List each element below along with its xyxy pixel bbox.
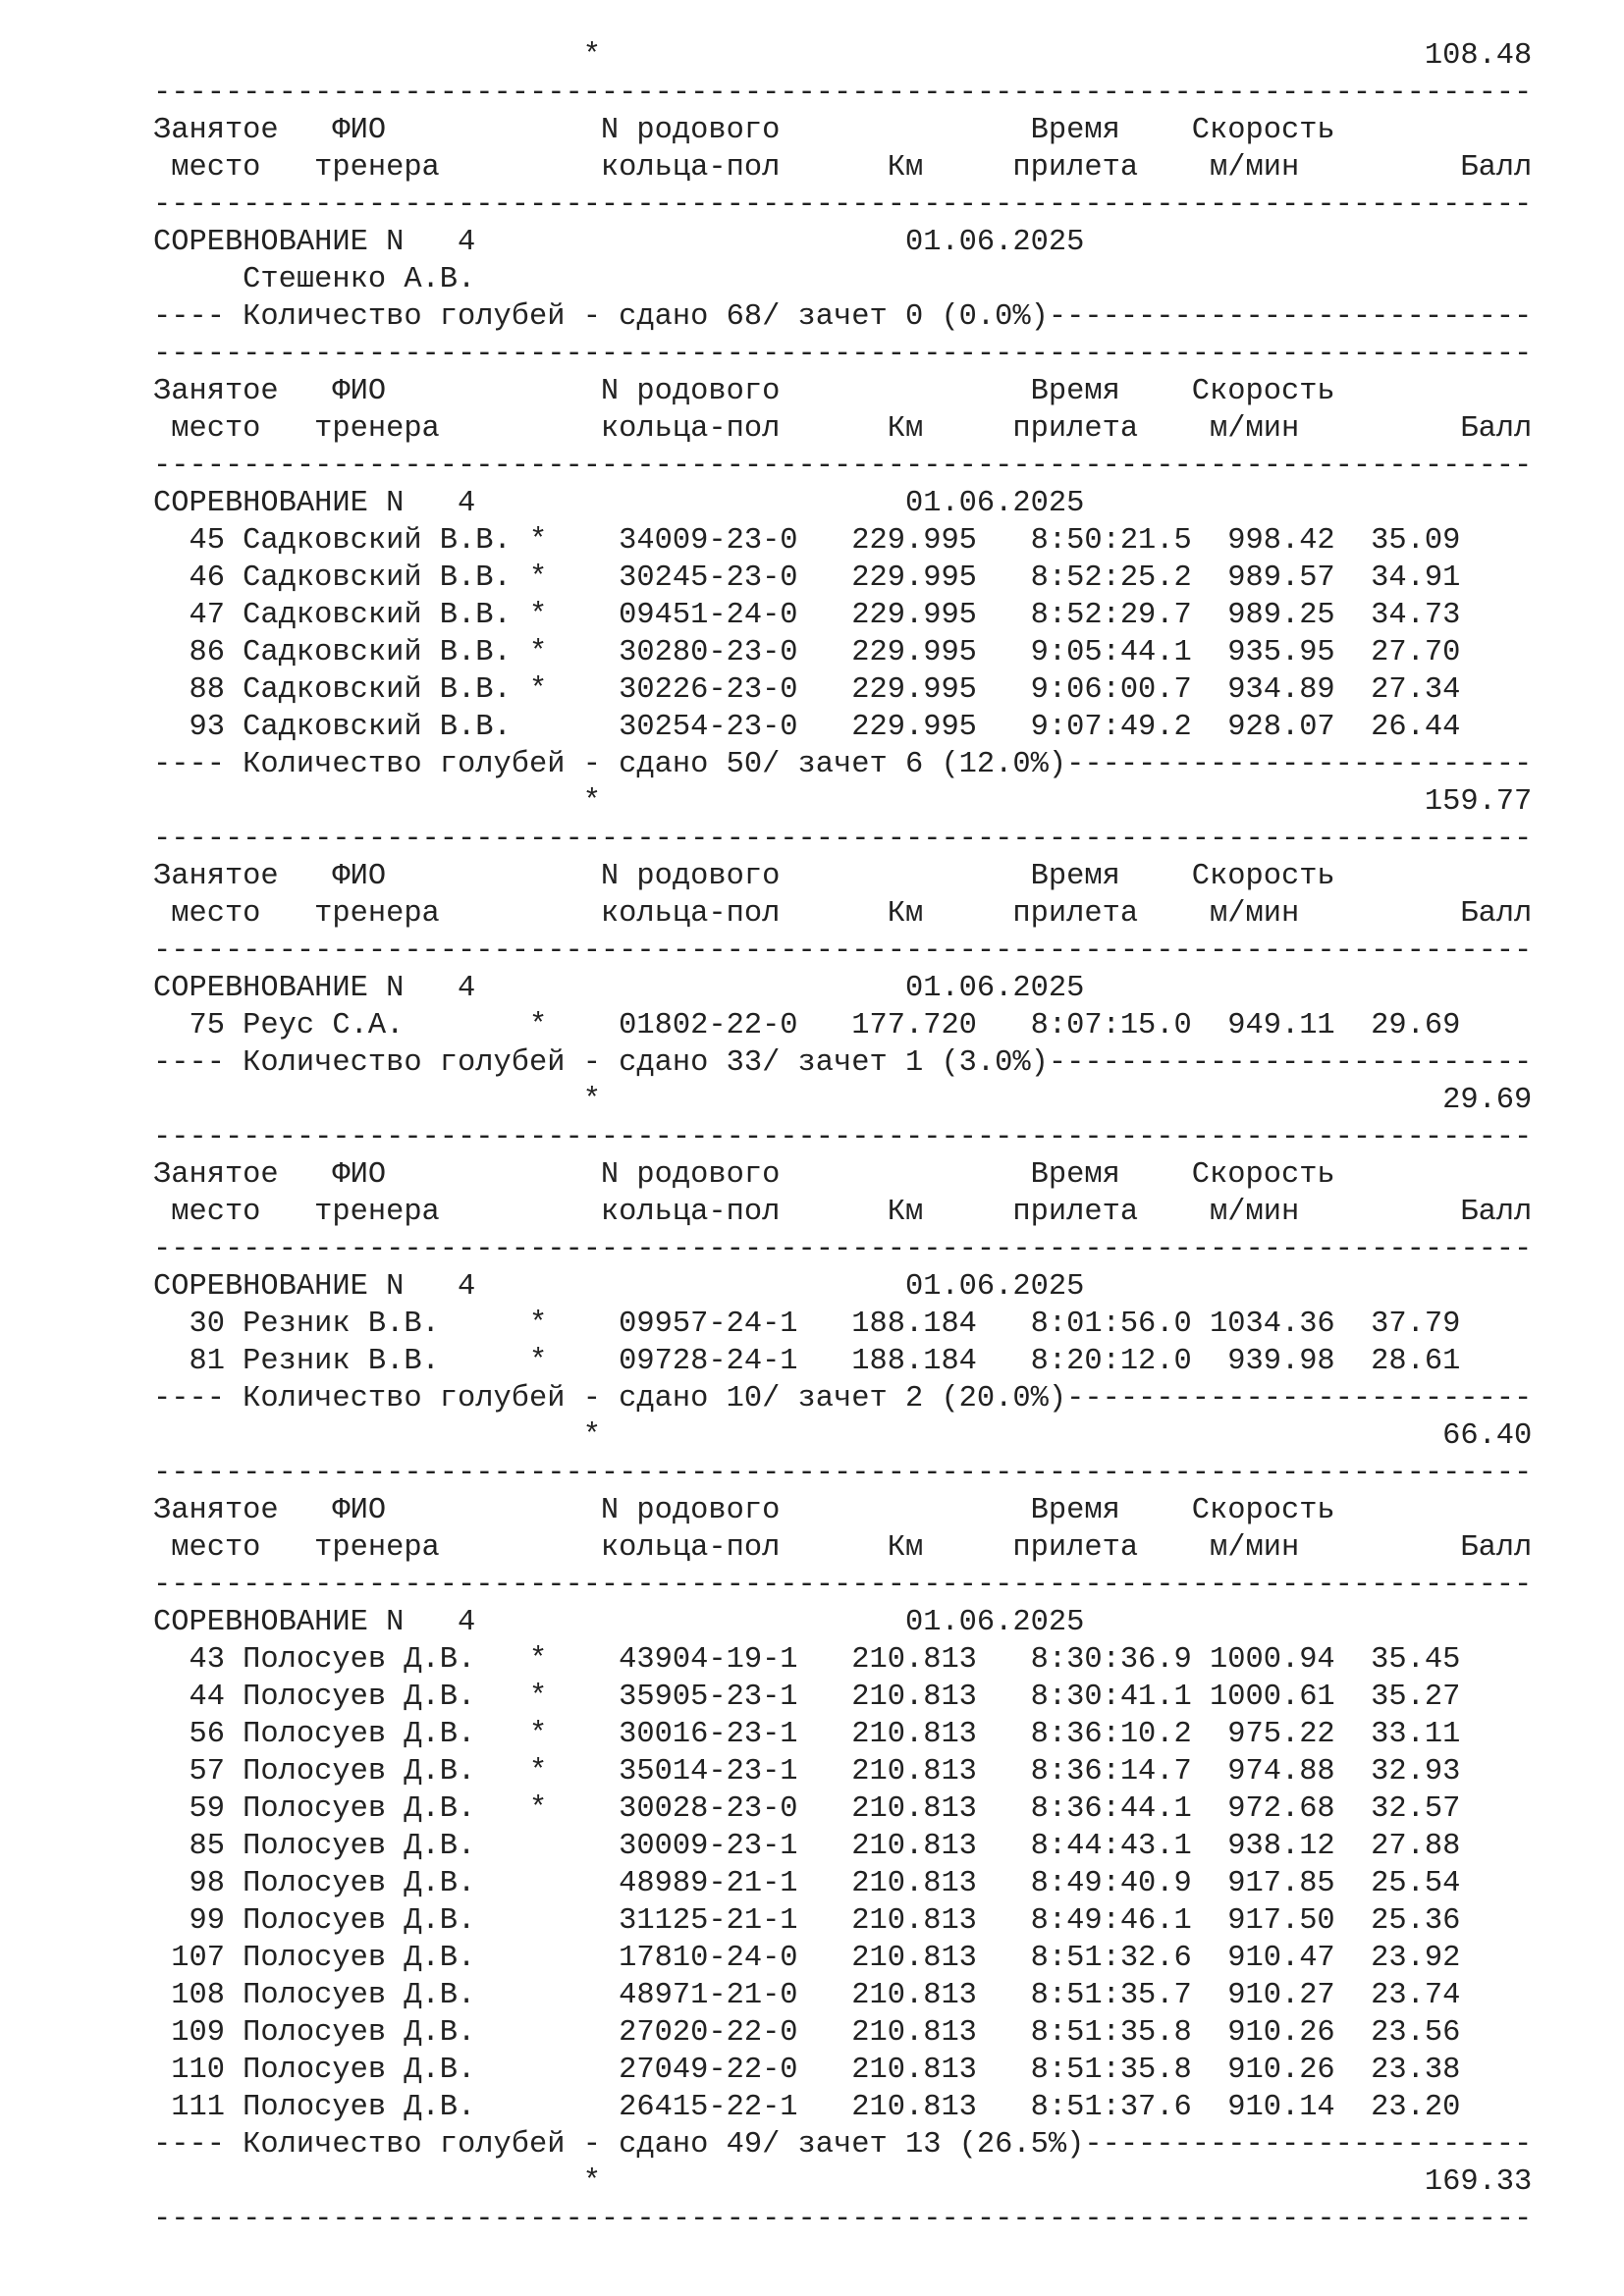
result-row: 98 Полосуев Д.В. 48989-21-1 210.813 8:49:40.9 917.85 25.54 xyxy=(153,1867,1461,1900)
total-line: * 66.40 xyxy=(153,1419,1533,1453)
total-line: * 29.69 xyxy=(153,1084,1533,1117)
separator-rule: ----------------------------------------------------------------------------- xyxy=(153,2203,1533,2236)
result-row: 86 Садковский В.В. * 30280-23-0 229.995 9:05:44.1 935.95 27.70 xyxy=(153,636,1461,669)
total-line: * 169.33 xyxy=(153,2165,1533,2199)
result-row: 44 Полосуев Д.В. * 35905-23-1 210.813 8:30:41.1 1000.61 35.27 xyxy=(153,1681,1461,1714)
column-header: Занятое ФИО N родового Время Скорость xyxy=(153,860,1335,893)
result-row: 88 Садковский В.В. * 30226-23-0 229.995 9:06:00.7 934.89 27.34 xyxy=(153,673,1461,707)
column-header: Занятое ФИО N родового Время Скорость xyxy=(153,375,1335,408)
result-row: 108 Полосуев Д.В. 48971-21-0 210.813 8:51:35.7 910.27 23.74 xyxy=(153,1979,1461,2012)
result-row: 45 Садковский В.В. * 34009-23-0 229.995 8:50:21.5 998.42 35.09 xyxy=(153,524,1461,558)
result-row: 59 Полосуев Д.В. * 30028-23-0 210.813 8:36:44.1 972.68 32.57 xyxy=(153,1792,1461,1826)
total-line: * 108.48 xyxy=(153,39,1533,73)
separator-rule: ----------------------------------------------------------------------------- xyxy=(153,1569,1533,1602)
result-row: 81 Резник В.В. * 09728-24-1 188.184 8:20:12.0 939.98 28.61 xyxy=(153,1345,1461,1378)
separator-rule: ----------------------------------------------------------------------------- xyxy=(153,823,1533,856)
pigeon-count-line: ---- Количество голубей - сдано 33/ зачет 1 (3.0%)--------------------------- xyxy=(153,1046,1533,1080)
result-row: 109 Полосуев Д.В. 27020-22-0 210.813 8:51:35.8 910.26 23.56 xyxy=(153,2016,1461,2050)
competition-title: СОРЕВНОВАНИЕ N 4 01.06.2025 xyxy=(153,226,1085,259)
competition-title: СОРЕВНОВАНИЕ N 4 01.06.2025 xyxy=(153,1270,1085,1304)
separator-rule: ----------------------------------------------------------------------------- xyxy=(153,188,1533,222)
result-row: 30 Резник В.В. * 09957-24-1 188.184 8:01:56.0 1034.36 37.79 xyxy=(153,1308,1461,1341)
result-row: 56 Полосуев Д.В. * 30016-23-1 210.813 8:36:10.2 975.22 33.11 xyxy=(153,1718,1461,1751)
result-row: 47 Садковский В.В. * 09451-24-0 229.995 8:52:29.7 989.25 34.73 xyxy=(153,599,1461,632)
column-header: место тренера кольца-пол Км прилета м/мин Балл xyxy=(153,151,1533,185)
result-row: 57 Полосуев Д.В. * 35014-23-1 210.813 8:36:14.7 974.88 32.93 xyxy=(153,1755,1461,1789)
result-row: 110 Полосуев Д.В. 27049-22-0 210.813 8:51:35.8 910.26 23.38 xyxy=(153,2054,1461,2087)
competition-title: СОРЕВНОВАНИЕ N 4 01.06.2025 xyxy=(153,1606,1085,1639)
trainer-name: Стешенко А.В. xyxy=(153,263,476,296)
column-header: Занятое ФИО N родового Время Скорость xyxy=(153,1494,1335,1527)
column-header: место тренера кольца-пол Км прилета м/мин Балл xyxy=(153,412,1533,446)
separator-rule: ----------------------------------------------------------------------------- xyxy=(153,1121,1533,1154)
result-row: 75 Реус С.А. * 01802-22-0 177.720 8:07:15.0 949.11 29.69 xyxy=(153,1009,1461,1042)
separator-rule: ----------------------------------------------------------------------------- xyxy=(153,934,1533,968)
result-row: 93 Садковский В.В. 30254-23-0 229.995 9:07:49.2 928.07 26.44 xyxy=(153,711,1461,744)
pigeon-count-line: ---- Количество голубей - сдано 50/ зачет 6 (12.0%)-------------------------- xyxy=(153,748,1533,781)
column-header: место тренера кольца-пол Км прилета м/мин Балл xyxy=(153,897,1533,931)
separator-rule: ----------------------------------------------------------------------------- xyxy=(153,450,1533,483)
column-header: Занятое ФИО N родового Время Скорость xyxy=(153,114,1335,147)
competition-title: СОРЕВНОВАНИЕ N 4 01.06.2025 xyxy=(153,487,1085,520)
results-report xyxy=(153,37,1532,2238)
result-row: 43 Полосуев Д.В. * 43904-19-1 210.813 8:30:36.9 1000.94 35.45 xyxy=(153,1643,1461,1677)
result-row: 111 Полосуев Д.В. 26415-22-1 210.813 8:51:37.6 910.14 23.20 xyxy=(153,2091,1461,2124)
pigeon-count-line: ---- Количество голубей - сдано 49/ зачет 13 (26.5%)------------------------- xyxy=(153,2128,1533,2162)
total-line: * 159.77 xyxy=(153,785,1533,819)
result-row: 46 Садковский В.В. * 30245-23-0 229.995 8:52:25.2 989.57 34.91 xyxy=(153,561,1461,595)
pigeon-count-line: ---- Количество голубей - сдано 68/ зачет 0 (0.0%)--------------------------- xyxy=(153,300,1533,334)
column-header: место тренера кольца-пол Км прилета м/мин Балл xyxy=(153,1531,1533,1565)
column-header: Занятое ФИО N родового Время Скорость xyxy=(153,1158,1335,1192)
separator-rule: ----------------------------------------------------------------------------- xyxy=(153,338,1533,371)
result-row: 85 Полосуев Д.В. 30009-23-1 210.813 8:44:43.1 938.12 27.88 xyxy=(153,1830,1461,1863)
separator-rule: ----------------------------------------------------------------------------- xyxy=(153,1233,1533,1266)
column-header: место тренера кольца-пол Км прилета м/мин Балл xyxy=(153,1196,1533,1229)
separator-rule: ----------------------------------------------------------------------------- xyxy=(153,77,1533,110)
pigeon-count-line: ---- Количество голубей - сдано 10/ зачет 2 (20.0%)-------------------------- xyxy=(153,1382,1533,1415)
result-row: 107 Полосуев Д.В. 17810-24-0 210.813 8:51:32.6 910.47 23.92 xyxy=(153,1942,1461,1975)
competition-title: СОРЕВНОВАНИЕ N 4 01.06.2025 xyxy=(153,972,1085,1005)
separator-rule: ----------------------------------------------------------------------------- xyxy=(153,1457,1533,1490)
result-row: 99 Полосуев Д.В. 31125-21-1 210.813 8:49:46.1 917.50 25.36 xyxy=(153,1904,1461,1938)
